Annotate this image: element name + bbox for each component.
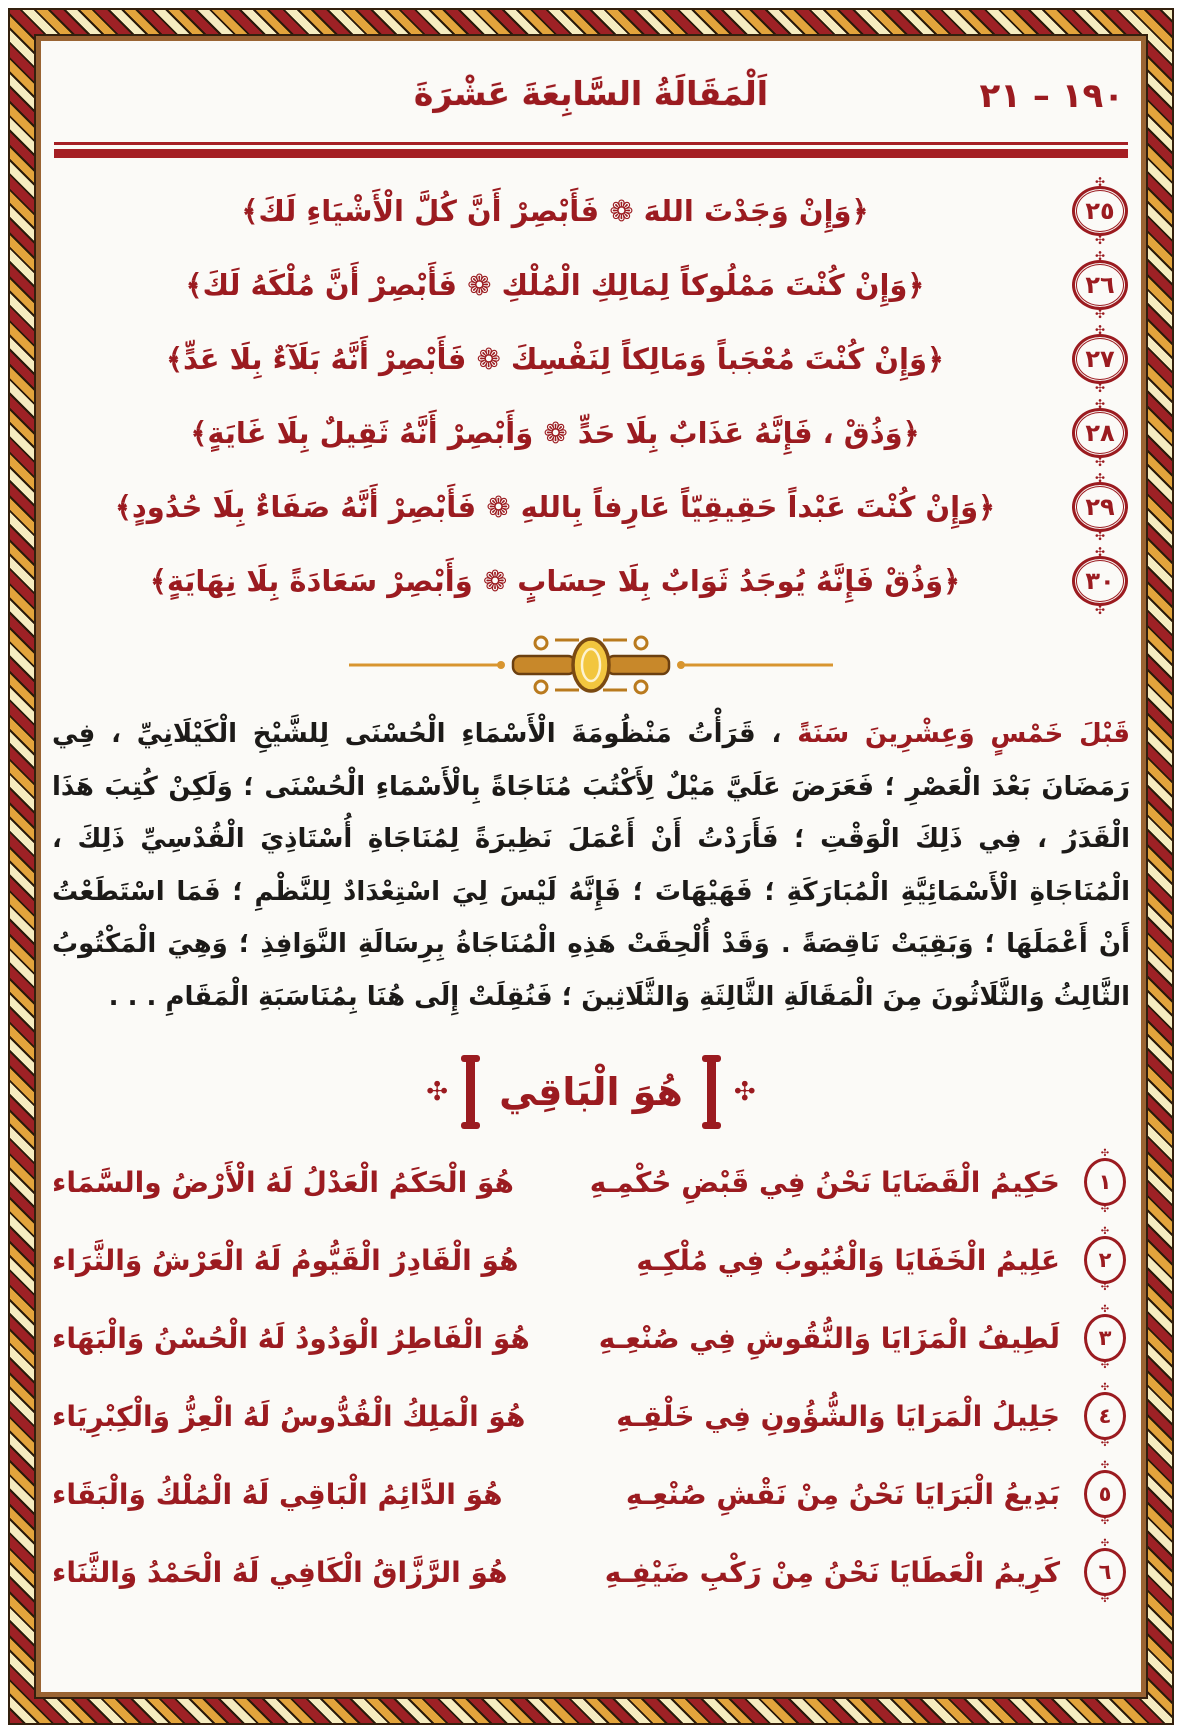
rule-thick-line bbox=[54, 149, 1128, 158]
poem-hemistich-right: كَرِيمُ الْعَطَايَا نَحْنُ مِنْ رَكْبِ ضَيْفِـهِ bbox=[604, 1555, 1060, 1589]
verse-number-medallion: ✣ ٢٦ ✣ bbox=[1072, 260, 1128, 310]
poem-line-number-medallion: ✣ ٦ ✣ bbox=[1084, 1548, 1126, 1596]
poem-hemistich-right: بَدِيعُ الْبَرَايَا نَحْنُ مِنْ نَقْشِ صُنْعِـهِ bbox=[625, 1477, 1060, 1511]
bracket-bar-icon bbox=[707, 1059, 716, 1125]
bracket-rosette-icon: ✣ bbox=[426, 1077, 449, 1108]
prose-paragraph bbox=[52, 708, 1130, 1023]
poem-row bbox=[52, 1455, 1130, 1533]
poem-hemistich-right: جَلِيلُ الْمَرَايَا وَالشُّؤُونِ فِي خَلْقِـهِ bbox=[616, 1399, 1060, 1433]
poem-row bbox=[52, 1299, 1130, 1377]
bracket-bar-icon bbox=[466, 1059, 475, 1125]
verse-text: ﴿وَذُقْ فَإِنَّهُ يُوجَدُ ثَوَابٌ بِلَا حِسَابٍ ❁ وَأَبْصِرْ سَعَادَةً بِلَا نِهَايَةٍ﴾ bbox=[149, 564, 961, 598]
verse-text: ﴿وَإِنْ كُنْتَ عَبْداً حَقِيقِيّاً عَارِفاً بِاللهِ ❁ فَأَبْصِرْ أَنَّهُ صَفَاءٌ بِلَا حُدُودٍ﴾ bbox=[114, 490, 996, 524]
poem-row bbox=[52, 1377, 1130, 1455]
poem-hemistich-right: عَلِيمُ الْخَفَايَا وَالْغُيُوبُ فِي مُلْكِـهِ bbox=[636, 1243, 1060, 1277]
rule-thin-line bbox=[54, 142, 1128, 145]
poem-hemistich-left: هُوَ الْفَاطِرُ الْوَدُودُ لَهُ الْحُسْنُ وَالْبَهَاء bbox=[52, 1321, 530, 1355]
poem-hemistich-left: هُوَ الْقَادِرُ الْقَيُّومُ لَهُ الْعَرْشُ وَالثَّرَاء bbox=[52, 1243, 519, 1277]
verse-row bbox=[52, 544, 1130, 618]
verse-number-medallion: ✣ ٣٠ ✣ bbox=[1072, 556, 1128, 606]
page-title: اَلْمَقَالَةُ السَّابِعَةَ عَشْرَةَ bbox=[413, 74, 769, 113]
poem-hemistich-left: هُوَ الْحَكَمُ الْعَدْلُ لَهُ الْأَرْضُ والسَّمَاء bbox=[52, 1165, 514, 1199]
poem-hemistich-right: حَكِيمُ الْقَضَايَا نَحْنُ فِي قَبْضِ حُكْمِـهِ bbox=[589, 1165, 1060, 1199]
gold-divider-ornament-icon bbox=[341, 632, 841, 698]
poem-line-number-medallion: ✣ ٣ ✣ bbox=[1084, 1314, 1126, 1362]
prose-body-text: ، قَرَأْتُ مَنْظُومَةَ الْأَسْمَاءِ الْحُسْنَى لِلشَّيْخِ الْكَيْلَانِيِّ ، فِي رَمَضَانَ بَعْدَ الْعَصْرِ ؛ فَعَرَضَ عَلَيَّ مَيْلٌ لِأَكْتُبَ مُنَاجَاةً بِالْأَسْمَاءِ الْحُسْنَى ؛ وَلَكِنْ كُتِبَ هَذَا الْقَدَرُ ، فِي ذَلِكَ الْوَقْتِ ؛ فَأَرَدْتُ أَنْ أَعْمَلَ نَظِيرَةً لِمُنَاجَاةِ أُسْتَاذِيَ الْقُدْسِيِّ ذَلِكَ ، الْمُنَاجَاةِ الْأَسْمَائِيَّةِ الْمُبَارَكَةِ ؛ فَهَيْهَاتَ ؛ فَإِنَّهُ لَيْسَ لِيَ اسْتِعْدَادٌ لِلنَّظْمِ ؛ فَمَا اسْتَطَعْتُ أَنْ أَعْمَلَهَا ؛ وَبَقِيَتْ نَاقِصَةً . وَقَدْ أُلْحِقَتْ هَذِهِ الْمُنَاجَاةُ بِرِسَالَةِ النَّوَافِذِ ؛ وَهِيَ الْمَكْتُوبُ الثَّالِثُ وَالثَّلَاثُونَ مِنَ الْمَقَالَةِ الثَّالِثَةِ وَالثَّلَاثِينَ ؛ فَنُقِلَتْ إِلَى هُنَا بِمُنَاسَبَةِ الْمَقَامِ . . . bbox=[52, 719, 1130, 1012]
verse-row bbox=[52, 470, 1130, 544]
verse-row bbox=[52, 322, 1130, 396]
poem-hemistich-left: هُوَ الدَّائِمُ الْبَاقِي لَهُ الْمُلْكُ وَالْبَقَاء bbox=[52, 1477, 503, 1511]
poem-row bbox=[52, 1221, 1130, 1299]
page-content bbox=[52, 48, 1130, 1685]
prose-lead-red-text: قَبْلَ خَمْسٍ وَعِشْرِينَ سَنَةً bbox=[797, 719, 1130, 749]
verse-row bbox=[52, 248, 1130, 322]
poem-hemistich-right: لَطِيفُ الْمَزَايَا وَالنُّقُوشِ فِي صُنْعِـهِ bbox=[598, 1321, 1060, 1355]
poem-list bbox=[52, 1143, 1130, 1611]
page-header bbox=[52, 70, 1130, 136]
verse-text: ﴿وَإِنْ كُنْتَ مَمْلُوكاً لِمَالِكِ الْمُلْكِ ❁ فَأَبْصِرْ أَنَّ مُلْكَهُ لَكَ﴾ bbox=[185, 268, 925, 302]
verse-row bbox=[52, 396, 1130, 470]
poem-line-number-medallion: ✣ ٥ ✣ bbox=[1084, 1470, 1126, 1518]
verse-text: ﴿وَذُقْ ، فَإِنَّهُ عَذَابٌ بِلَا حَدٍّ ❁ وَأَبْصِرْ أَنَّهُ ثَقِيلٌ بِلَا غَايَةٍ﴾ bbox=[190, 416, 920, 450]
verse-text: ﴿وَإِنْ وَجَدْتَ اللهَ ❁ فَأَبْصِرْ أَنَّ كُلَّ الْأَشْيَاءِ لَكَ﴾ bbox=[241, 194, 869, 228]
header-divider-rule bbox=[54, 142, 1128, 158]
page-reference-number: ١٩٠ – ٢١ bbox=[979, 76, 1124, 116]
verse-text: ﴿وَإِنْ كُنْتَ مُعْجَباً وَمَالِكاً لِنَفْسِكَ ❁ فَأَبْصِرْ أَنَّهُ بَلَآءٌ بِلَا عَدٍّ﴾ bbox=[166, 342, 944, 376]
verse-number-medallion: ✣ ٢٧ ✣ bbox=[1072, 334, 1128, 384]
poem-hemistich-left: هُوَ الْمَلِكُ الْقُدُّوسُ لَهُ الْعِزُّ وَالْكِبْرِيَاء bbox=[52, 1399, 526, 1433]
verse-list bbox=[52, 174, 1130, 618]
verse-row bbox=[52, 174, 1130, 248]
poem-line-number-medallion: ✣ ٤ ✣ bbox=[1084, 1392, 1126, 1440]
verse-number-medallion: ✣ ٢٩ ✣ bbox=[1072, 482, 1128, 532]
bracket-rosette-icon: ✣ bbox=[733, 1077, 756, 1108]
poem-row bbox=[52, 1533, 1130, 1611]
poem-line-number-medallion: ✣ ٢ ✣ bbox=[1084, 1236, 1126, 1284]
verse-number-medallion: ✣ ٢٨ ✣ bbox=[1072, 408, 1128, 458]
poem-line-number-medallion: ✣ ١ ✣ bbox=[1084, 1158, 1126, 1206]
poem-hemistich-left: هُوَ الرَّزَّاقُ الْكَافِي لَهُ الْحَمْدُ وَالثَّنَاء bbox=[52, 1555, 508, 1589]
section-heading bbox=[52, 1049, 1130, 1135]
verse-number-medallion: ✣ ٢٥ ✣ bbox=[1072, 186, 1128, 236]
section-title: هُوَ الْبَاقِي bbox=[499, 1070, 683, 1115]
poem-row bbox=[52, 1143, 1130, 1221]
